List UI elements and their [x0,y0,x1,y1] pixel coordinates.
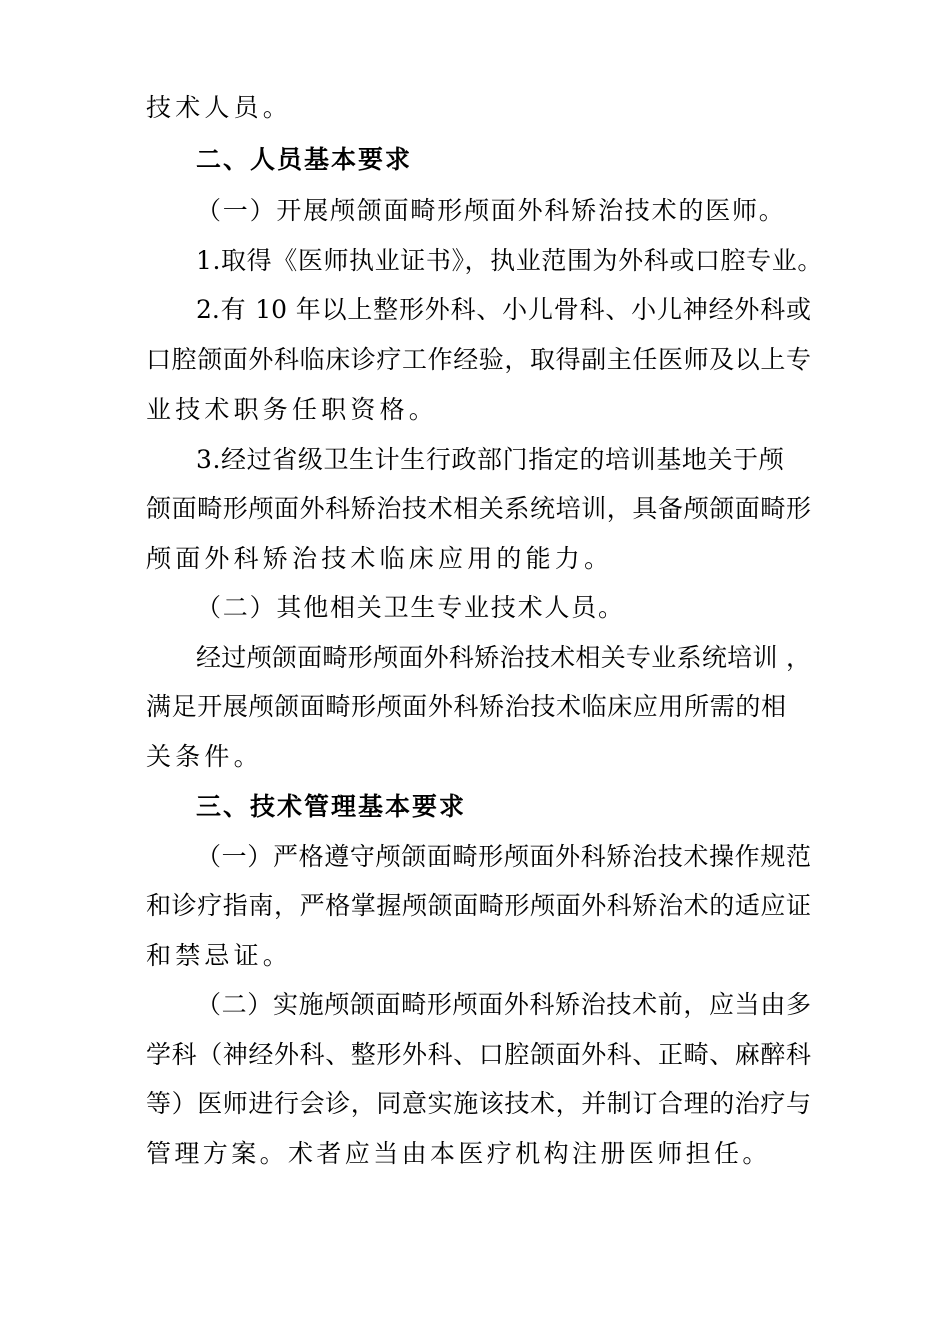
body-text-line: 颅面外科矫治技术临床应用的能力。 [146,544,614,573]
subsection-heading: （一）开展颅颌面畸形颅面外科矫治技术的医师。 [196,196,786,225]
section-heading: 三、技术管理基本要求 [196,792,467,821]
body-text-line: 3.经过省级卫生计生行政部门指定的培训基地关于颅 [196,445,785,474]
body-text-line: 2.有 10 年以上整形外科、小儿骨科、小儿神经外科或 [196,295,811,324]
body-text-line: 颌面畸形颅面外科矫治技术相关系统培训，具备颅颌面畸形 [146,494,811,523]
body-text-line: 满足开展颅颌面畸形颅面外科矫治技术临床应用所需的相 [146,692,786,721]
body-text-line: 和诊疗指南，严格掌握颅颌面畸形颅面外科矫治术的适应证 [146,891,811,920]
body-text-line: （二）实施颅颌面畸形颅面外科矫治技术前，应当由多 [196,990,811,1019]
body-text-line: 业技术职务任职资格。 [146,395,439,424]
body-text-line: 和禁忌证。 [146,941,293,970]
subsection-heading: （二）其他相关卫生专业技术人员。 [196,593,625,622]
body-text-line: 1.取得《医师执业证书》，执业范围为外科或口腔专业。 [196,246,823,275]
body-text-line: 经过颅颌面畸形颅面外科矫治技术相关专业系统培训 ， [196,643,811,672]
body-text-line: （一）严格遵守颅颌面畸形颅面外科矫治技术操作规范 [196,842,811,871]
body-text-line: 学科（神经外科、整形外科、口腔颌面外科、正畸、麻醉科 [146,1040,811,1069]
body-text-line: 口腔颌面外科临床诊疗工作经验，取得副主任医师及以上专 [146,345,811,374]
body-text-line: 管理方案。术者应当由本医疗机构注册医师担任。 [146,1139,771,1168]
body-text-line: 等）医师进行会诊，同意实施该技术，并制订合理的治疗与 [146,1089,811,1118]
body-text-line: 技术人员。 [146,93,293,122]
section-heading: 二、人员基本要求 [196,145,413,174]
body-text-line: 关条件。 [146,742,263,771]
